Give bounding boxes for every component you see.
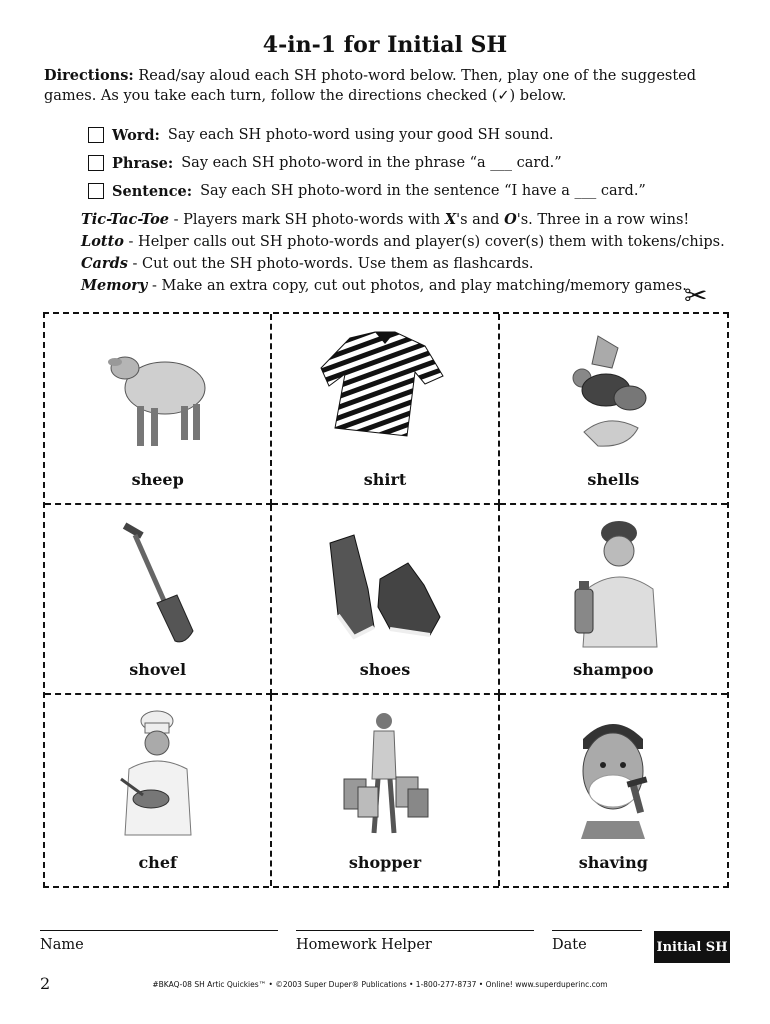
shaving-icon xyxy=(563,709,663,839)
sentence-checkbox[interactable] xyxy=(88,183,104,199)
shovel-icon xyxy=(113,519,203,649)
game-name: Tic-Tac-Toe xyxy=(81,211,170,228)
game-text: - Players mark SH photo-words with xyxy=(169,212,445,228)
game-cards xyxy=(81,253,725,275)
card-chef[interactable] xyxy=(45,695,272,886)
game-name: Cards xyxy=(81,255,128,272)
card-shaving[interactable] xyxy=(500,695,727,886)
option-text: Say each SH photo-word using your good SH sound. xyxy=(167,127,554,143)
directions-text: Read/say aloud each SH photo-word below. Then, play one of the suggested games. As you take each turn, follow the directions checked (✓) below. xyxy=(44,68,697,104)
card-word: chef xyxy=(138,853,177,872)
shells-icon xyxy=(568,328,658,458)
name-label: Name xyxy=(40,937,84,953)
footer-text: #BKAQ-08 SH Artic Quickies™ • ©2003 Super Duper® Publications • 1-800-277-8737 • Online! www.superduperinc.com xyxy=(152,980,608,989)
initial-sh-badge: Initial SH xyxy=(654,931,730,963)
card-word: sheep xyxy=(131,469,184,489)
game-text: - Helper calls out SH photo-words and player(s) cover(s) them with tokens/chips. xyxy=(123,234,725,250)
option-word xyxy=(88,121,646,149)
directions xyxy=(44,66,734,106)
page-title: 4-in-1 for Initial SH xyxy=(262,32,508,58)
game-tic-tac-toe xyxy=(81,209,725,231)
shampoo-icon xyxy=(563,519,663,649)
homework-helper-label: Homework Helper xyxy=(296,937,432,953)
game-name: Lotto xyxy=(81,233,124,250)
directions-label: Directions: xyxy=(44,67,134,84)
scissors-icon: ✂ xyxy=(684,279,708,312)
card-word: shovel xyxy=(129,660,187,680)
homework-helper-field[interactable] xyxy=(296,930,534,953)
card-word: shells xyxy=(587,469,640,489)
card-word: shampoo xyxy=(573,660,654,680)
card-word: shaving xyxy=(578,853,648,872)
card-shampoo[interactable] xyxy=(500,505,727,696)
option-label: Word: xyxy=(112,126,160,144)
game-memory xyxy=(81,275,725,297)
name-field[interactable] xyxy=(40,930,278,953)
card-word: shopper xyxy=(348,853,422,872)
shoes-icon xyxy=(320,519,450,649)
card-shoes[interactable] xyxy=(272,505,499,696)
shirt-icon xyxy=(315,328,455,448)
date-field[interactable] xyxy=(552,930,642,953)
date-line xyxy=(552,930,642,931)
game-name: Memory xyxy=(81,277,148,294)
homework-helper-line xyxy=(296,930,534,931)
option-text: Say each SH photo-word in the sentence “I have a ___ card.” xyxy=(200,183,646,199)
card-shells[interactable] xyxy=(500,314,727,505)
option-phrase xyxy=(88,149,646,177)
game-lotto xyxy=(81,231,725,253)
shopper-icon xyxy=(330,709,440,839)
chef-icon xyxy=(103,709,213,839)
card-shopper[interactable] xyxy=(272,695,499,886)
phrase-checkbox[interactable] xyxy=(88,155,104,171)
o-mark: O xyxy=(504,211,517,228)
page-number: 2 xyxy=(40,974,51,993)
game-text: - Cut out the SH photo-words. Use them as flashcards. xyxy=(127,256,534,272)
x-mark: X xyxy=(444,211,457,228)
game-list xyxy=(81,209,725,297)
photo-card-grid xyxy=(43,312,729,888)
card-shovel[interactable] xyxy=(45,505,272,696)
game-text: - Make an extra copy, cut out photos, and play matching/memory games. xyxy=(147,278,687,294)
option-list xyxy=(88,121,646,205)
game-text: 's and xyxy=(456,212,505,228)
sheep-icon xyxy=(93,328,223,458)
name-line xyxy=(40,930,278,931)
option-sentence xyxy=(88,177,646,205)
card-sheep[interactable] xyxy=(45,314,272,505)
option-text: Say each SH photo-word in the phrase “a ___ card.” xyxy=(181,155,562,171)
card-shirt[interactable] xyxy=(272,314,499,505)
card-word: shoes xyxy=(359,660,411,680)
word-checkbox[interactable] xyxy=(88,127,104,143)
game-text: 's. Three in a row wins! xyxy=(516,212,690,228)
option-label: Phrase: xyxy=(112,154,174,172)
option-label: Sentence: xyxy=(112,182,193,200)
card-word: shirt xyxy=(363,469,407,489)
date-label: Date xyxy=(552,937,587,953)
